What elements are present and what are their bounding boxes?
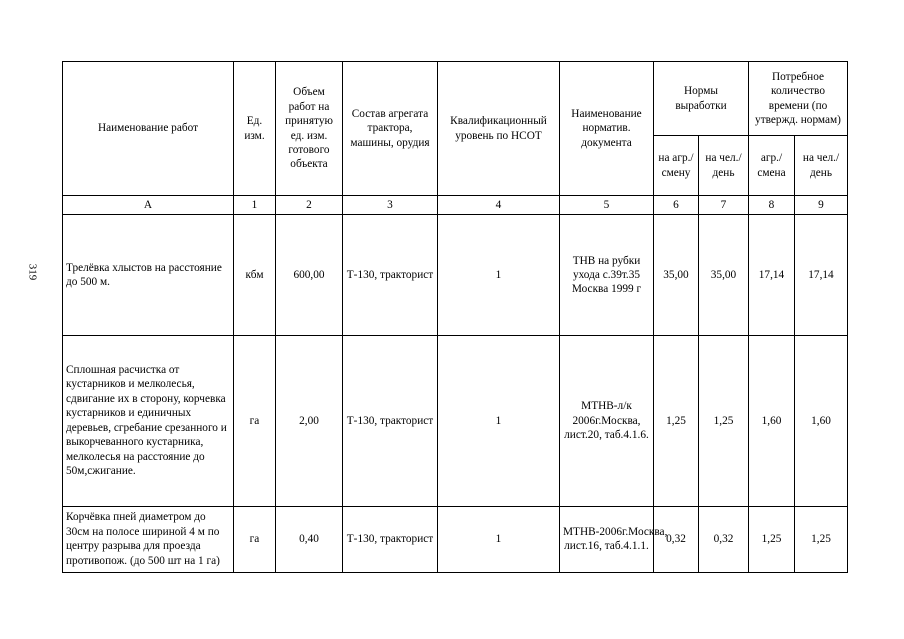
cell-composition: Т-130, тракторист (343, 506, 438, 572)
header-volume: Объем работ на принятую ед. изм. готового объекта (276, 62, 343, 196)
header-time-man: на чел./ день (795, 136, 848, 196)
cell-norm-man: 35,00 (699, 215, 749, 336)
work-norms-table (62, 61, 848, 573)
table-row (63, 215, 848, 336)
cell-norm-agr: 1,25 (654, 335, 699, 506)
cell-composition: Т-130, тракторист (343, 215, 438, 336)
header-norms-agr: на агр./ смену (654, 136, 699, 196)
header-document: Наименование норматив. документа (560, 62, 654, 196)
cell-time-man: 1,60 (795, 335, 848, 506)
cell-time-man: 1,25 (795, 506, 848, 572)
cell-work: Трелёвка хлыстов на расстояние до 500 м. (63, 215, 234, 336)
cell-unit: кбм (234, 215, 276, 336)
cell-qualification: 1 (438, 335, 560, 506)
cell-norm-agr: 35,00 (654, 215, 699, 336)
cell-work: Сплошная расчистка от кустарников и мелколесья, сдвигание их в сторону, корчевка кустарников и единичных деревьев, сгребание срезанного и выкорчеванного кустарника, мелколесья на расстояние до 50м,сжигание. (63, 335, 234, 506)
header-time: Потребное количество времени (по утвержд. нормам) (749, 62, 848, 136)
cell-composition: Т-130, тракторист (343, 335, 438, 506)
cell-time-man: 17,14 (795, 215, 848, 336)
cell-volume: 0,40 (276, 506, 343, 572)
cell-norm-man: 0,32 (699, 506, 749, 572)
cell-unit: га (234, 335, 276, 506)
cell-unit: га (234, 506, 276, 572)
cell-volume: 600,00 (276, 215, 343, 336)
header-unit: Ед. изм. (234, 62, 276, 196)
cell-document: МТНВ-2006г.Москва, лист.16, таб.4.1.1. (560, 506, 654, 572)
column-number: 2 (276, 196, 343, 215)
page-number: 319 (26, 263, 39, 281)
cell-norm-agr: 0,32 (654, 506, 699, 572)
column-number: 1 (234, 196, 276, 215)
cell-volume: 2,00 (276, 335, 343, 506)
header-row-top (63, 62, 848, 136)
column-number-row (63, 196, 848, 215)
column-number: 9 (795, 196, 848, 215)
column-number: 7 (699, 196, 749, 215)
cell-document: ТНВ на рубки ухода с.39т.35 Москва 1999 г (560, 215, 654, 336)
cell-time-agr: 1,60 (749, 335, 795, 506)
column-number: 4 (438, 196, 560, 215)
column-number: 8 (749, 196, 795, 215)
cell-work: Корчёвка пней диаметром до 30см на полосе шириной 4 м по центру разрыва для проезда противопож. (до 500 шт на 1 га) (63, 506, 234, 572)
cell-time-agr: 17,14 (749, 215, 795, 336)
cell-qualification: 1 (438, 215, 560, 336)
header-time-agr: агр./ смена (749, 136, 795, 196)
table-row (63, 335, 848, 506)
table-row (63, 506, 848, 572)
header-qualification: Квалификационный уровень по НСОТ (438, 62, 560, 196)
header-composition: Состав агрегата трактора, машины, орудия (343, 62, 438, 196)
cell-document: МТНВ-л/к 2006г.Москва, лист.20, таб.4.1.6. (560, 335, 654, 506)
cell-qualification: 1 (438, 506, 560, 572)
column-number: 6 (654, 196, 699, 215)
header-work-name: Наименование работ (63, 62, 234, 196)
column-number: 5 (560, 196, 654, 215)
column-number: А (63, 196, 234, 215)
header-norms: Нормы выработки (654, 62, 749, 136)
cell-norm-man: 1,25 (699, 335, 749, 506)
column-number: 3 (343, 196, 438, 215)
cell-time-agr: 1,25 (749, 506, 795, 572)
header-norms-man: на чел./ день (699, 136, 749, 196)
